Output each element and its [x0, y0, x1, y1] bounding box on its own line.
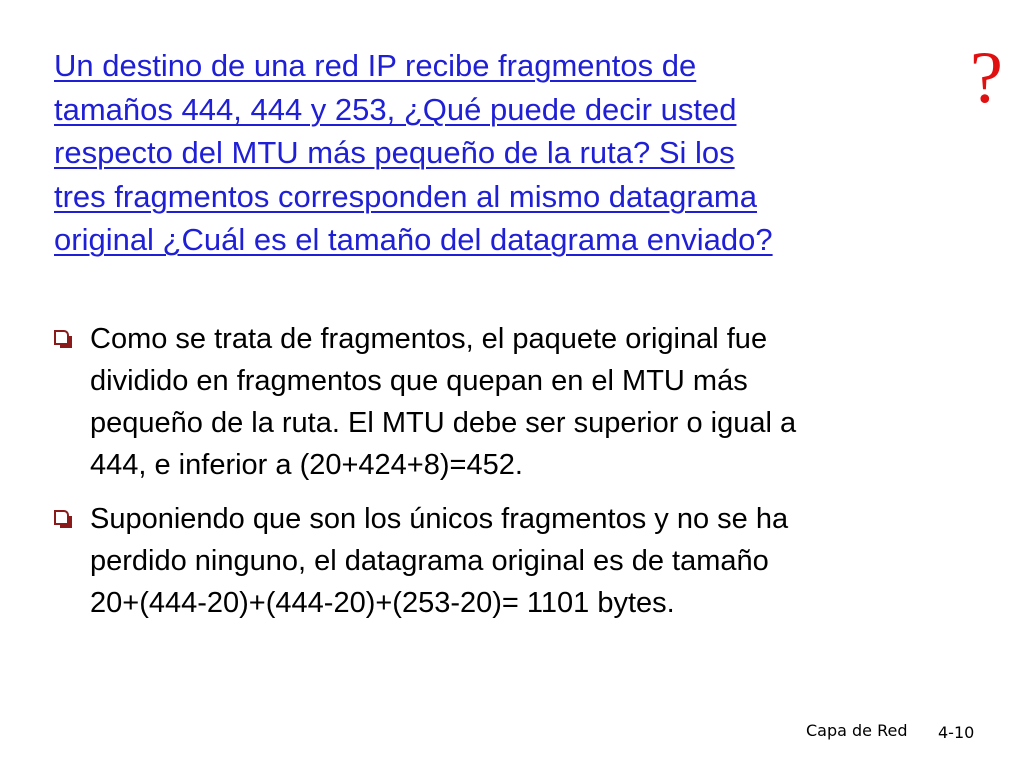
bullet-line: perdido ninguno, el datagrama original es de tamaño	[90, 545, 769, 577]
question-line: respecto del MTU más pequeño de la ruta? Si los	[54, 135, 735, 170]
question-line: tamaños 444, 444 y 253, ¿Qué puede decir usted	[54, 91, 737, 127]
question-line: Un destino de una red IP recibe fragmentos de	[54, 48, 697, 83]
bullet-line: dividido en fragmentos que quepan en el MTU más	[90, 365, 748, 397]
square-bullet-icon	[54, 330, 69, 345]
answer-bullet	[54, 318, 1004, 486]
square-bullet-icon	[54, 510, 69, 525]
question-mark-icon: ?	[970, 37, 1003, 119]
bullet-line: Como se trata de fragmentos, el paquete original fue	[90, 323, 768, 355]
footer-section-label: Capa de Red	[806, 721, 908, 740]
question-heading	[54, 44, 974, 262]
answer-bullet	[54, 498, 1004, 624]
bullet-text	[90, 498, 1004, 624]
bullet-line: pequeño de la ruta. El MTU debe ser superior o igual a	[90, 407, 797, 439]
bullet-text	[90, 318, 1004, 486]
footer-page-number: 4-10	[938, 723, 975, 742]
bullet-line: 444, e inferior a (20+424+8)=452.	[90, 449, 523, 481]
question-line: original ¿Cuál es el tamaño del datagrama enviado?	[54, 222, 773, 257]
bullet-line: Suponiendo que son los únicos fragmentos y no se ha	[90, 503, 789, 535]
answer-bullet-list	[54, 318, 1004, 636]
bullet-line: 20+(444-20)+(444-20)+(253-20)= 1101 bytes.	[90, 587, 675, 619]
question-line: tres fragmentos corresponden al mismo datagrama	[54, 178, 757, 214]
